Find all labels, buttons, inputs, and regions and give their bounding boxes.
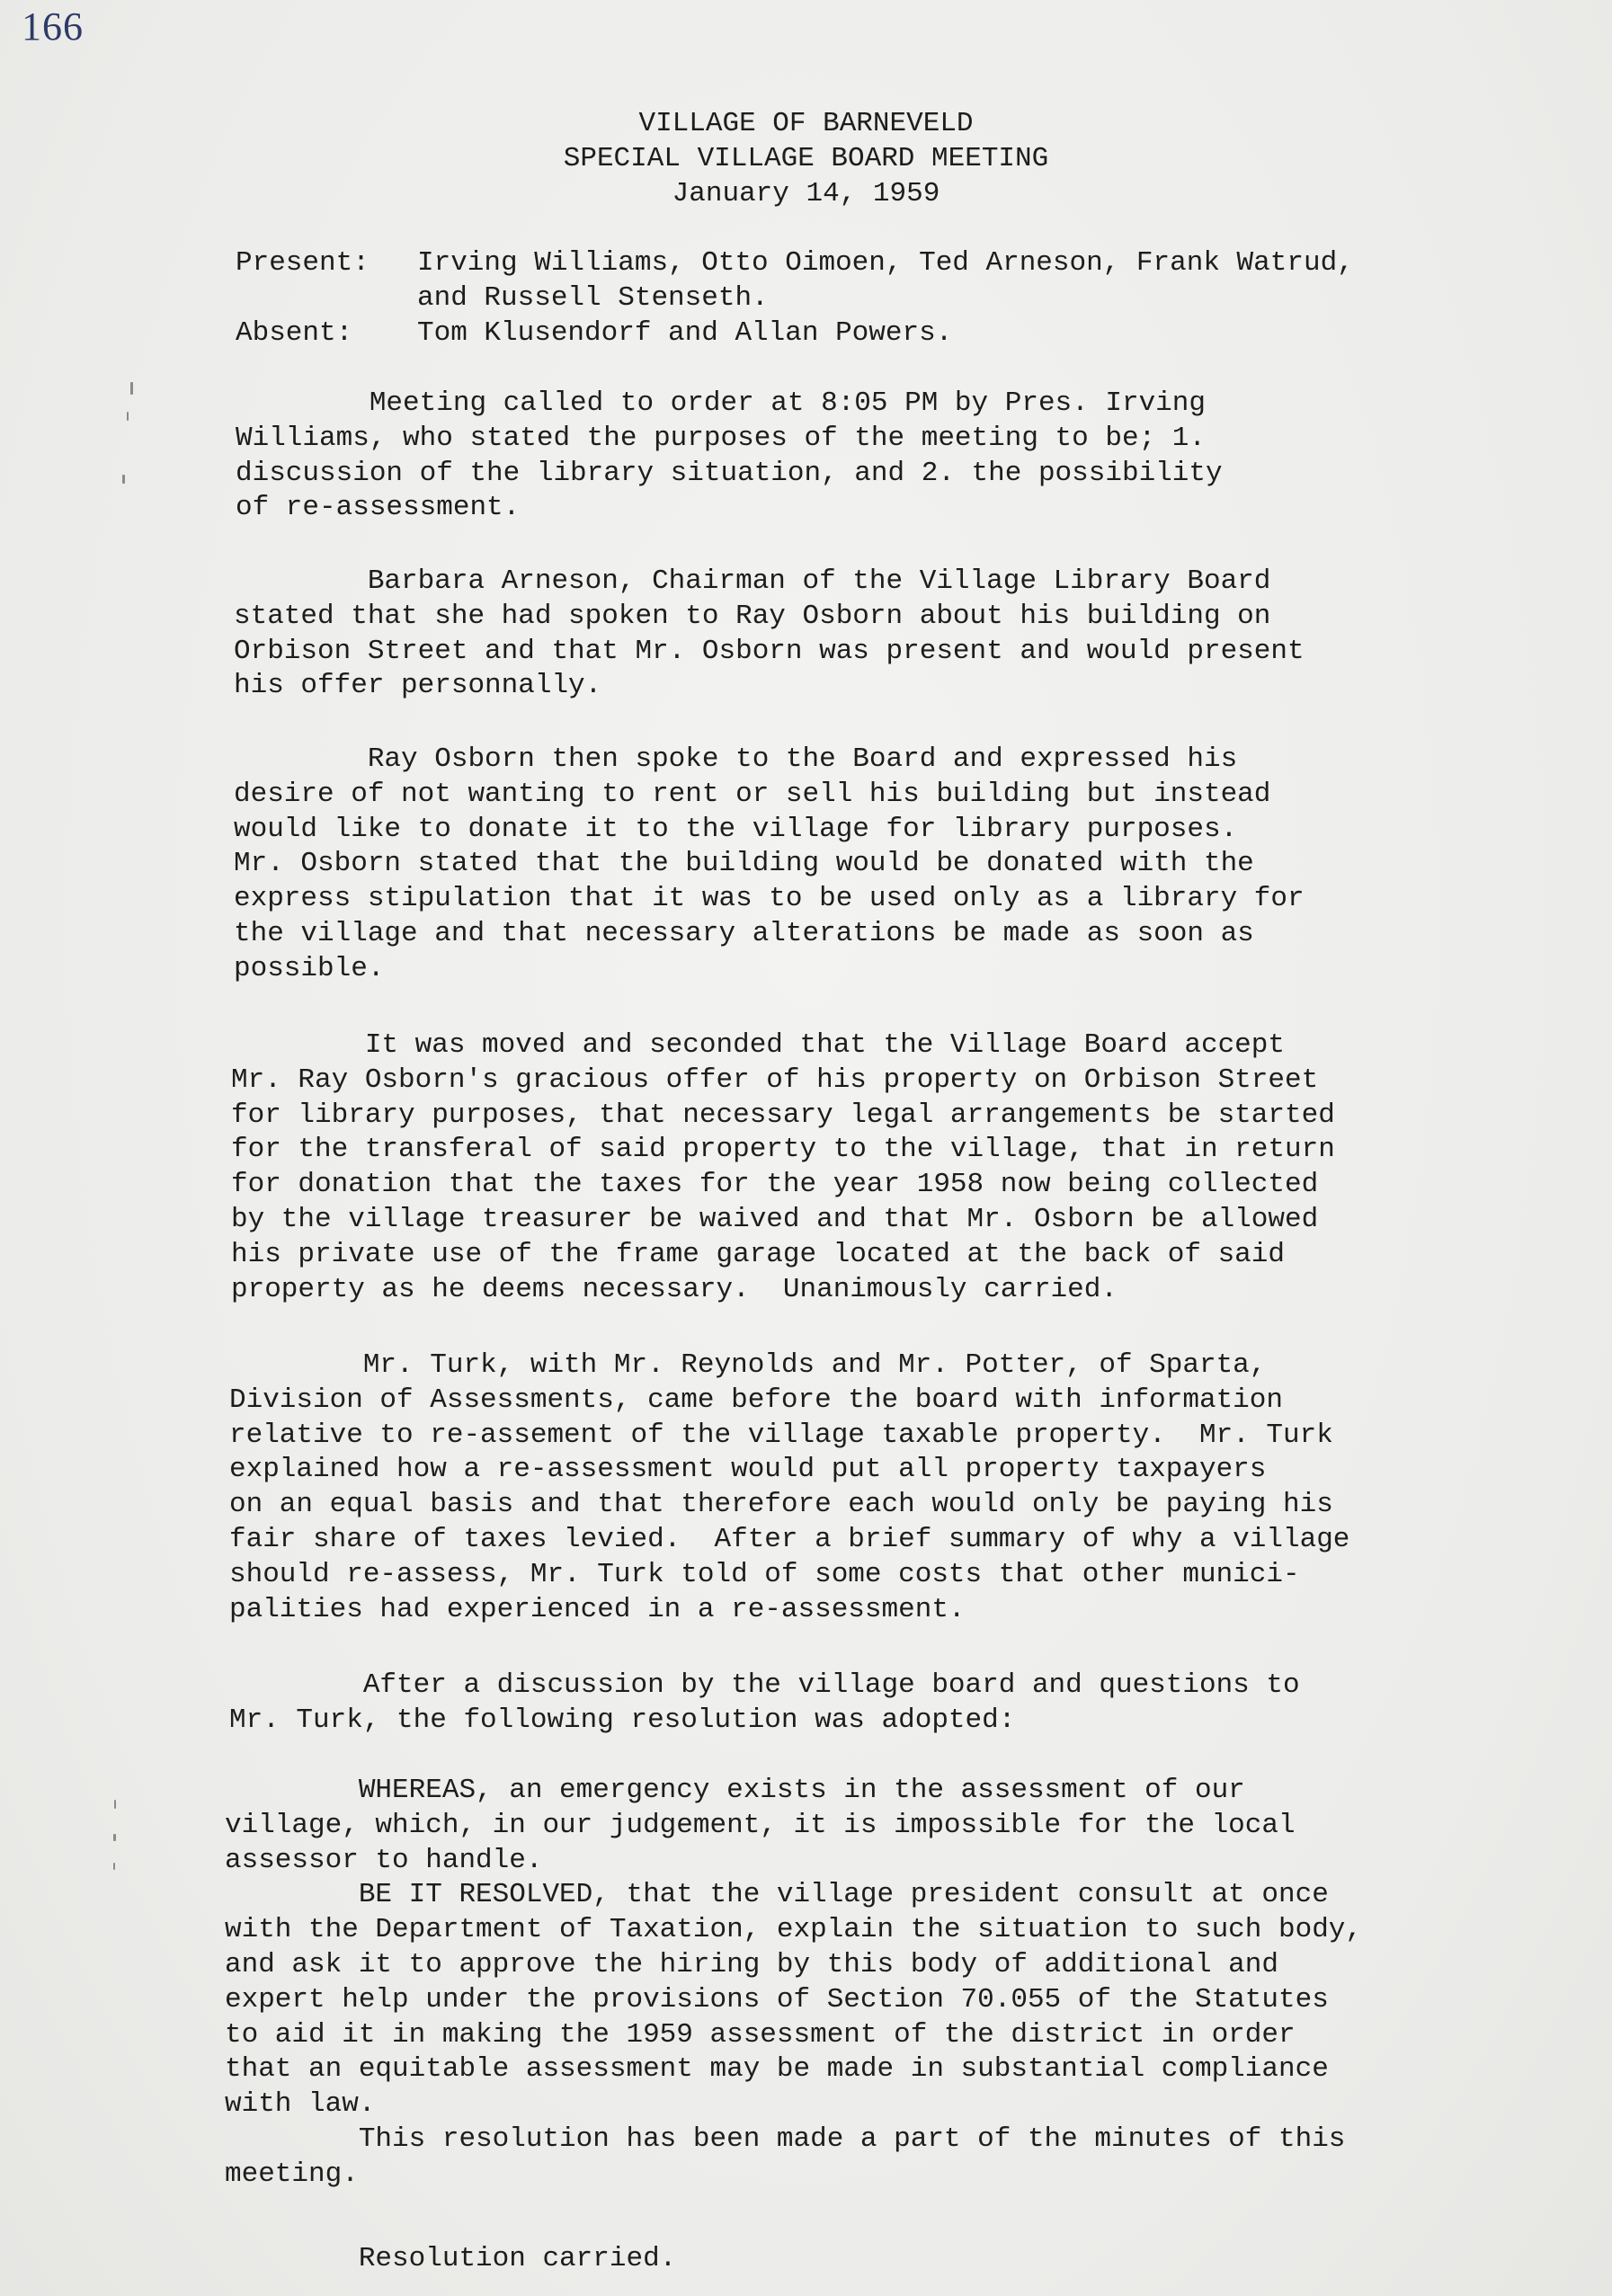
paragraph-library-board: Barbara Arneson, Chairman of the Village Library Board stated that she had spoken to Ray Osborn about his building on Orbison Street and that Mr. Osborn was present and would present his offer personnally. bbox=[234, 565, 1305, 702]
paragraph-motion-accept: It was moved and seconded that the Village Board accept Mr. Ray Osborn's gracious offer of his property on Orbison Street for library purposes, that necessary legal arrangements be started for the transferal of said property to the village, that in return for donation that the taxes for the year 1958 now being collected by the village treasurer be waived and that Mr. Osborn be allowed his private use of the frame garage located at the back of said property as he deems necessary. Unanimously carried. bbox=[231, 1029, 1335, 1305]
absent-label: Absent: bbox=[236, 316, 353, 349]
paragraph-resolution: WHEREAS, an emergency exists in the assessment of our village, which, in our judgement, it is impossible for the local assessor to handle. BE IT RESOLVED, that the village president consult at once with the Department of Taxation, explain the situation to such body, and ask it to approve the hiring by this body of additional and expert help under the provisions of Section 70.055 of the Statutes to aid it in making the 1959 assessment of the district in order that an equitable assessment may be made in substantial compliance with law. This resolution has been made a part of the minutes of this meeting. bbox=[225, 1775, 1363, 2190]
present-names-continued: and Russell Stenseth. bbox=[417, 281, 769, 314]
paragraph-reassessment-info: Mr. Turk, with Mr. Reynolds and Mr. Potter, of Sparta, Division of Assessments, came before the board with information relative to re-assement of the village taxable property. Mr. Turk explained how a re-assessment would put all property taxpayers on an equal basis and that therefore each would only be paying his fair share of taxes levied. After a brief summary of why a village should re-assess, Mr. Turk told of some costs that other munici- palities had experienced in a re-assessment. bbox=[229, 1349, 1350, 1625]
paragraph-call-to-order: Meeting called to order at 8:05 PM by Pres. Irving Williams, who stated the purposes of the meeting to be; 1. discussion of the library situation, and 2. the possibility of re-assessment. bbox=[236, 387, 1223, 524]
margin-speck bbox=[113, 1834, 116, 1841]
margin-speck bbox=[114, 1800, 116, 1809]
margin-speck bbox=[113, 1863, 115, 1870]
attendance-block bbox=[236, 246, 1494, 354]
page-number: 166 bbox=[22, 4, 84, 49]
paragraph-discussion: After a discussion by the village board and questions to Mr. Turk, the following resolution was adopted: bbox=[229, 1669, 1300, 1736]
paragraph-osborn-offer: Ray Osborn then spoke to the Board and expressed his desire of not wanting to rent or sell his building but instead would like to donate it to the village for library purposes. Mr. Osborn stated that the building would be donated with the express stipulation that it was to be used only as a library for the village and that necessary alterations be made as soon as possible. bbox=[234, 743, 1305, 984]
margin-speck bbox=[127, 412, 129, 421]
present-label: Present: bbox=[236, 247, 370, 279]
header-date: January 14, 1959 bbox=[672, 178, 940, 209]
paragraph-resolution-carried: Resolution carried. bbox=[225, 2243, 677, 2274]
header-title: VILLAGE OF BARNEVELD bbox=[638, 108, 974, 139]
absent-names: Tom Klusendorf and Allan Powers. bbox=[417, 316, 953, 349]
margin-speck bbox=[122, 475, 125, 484]
present-names: Irving Williams, Otto Oimoen, Ted Arneson, Frank Watrud, bbox=[417, 247, 1354, 279]
header-subtitle: SPECIAL VILLAGE BOARD MEETING bbox=[563, 143, 1049, 174]
margin-speck bbox=[130, 382, 133, 395]
